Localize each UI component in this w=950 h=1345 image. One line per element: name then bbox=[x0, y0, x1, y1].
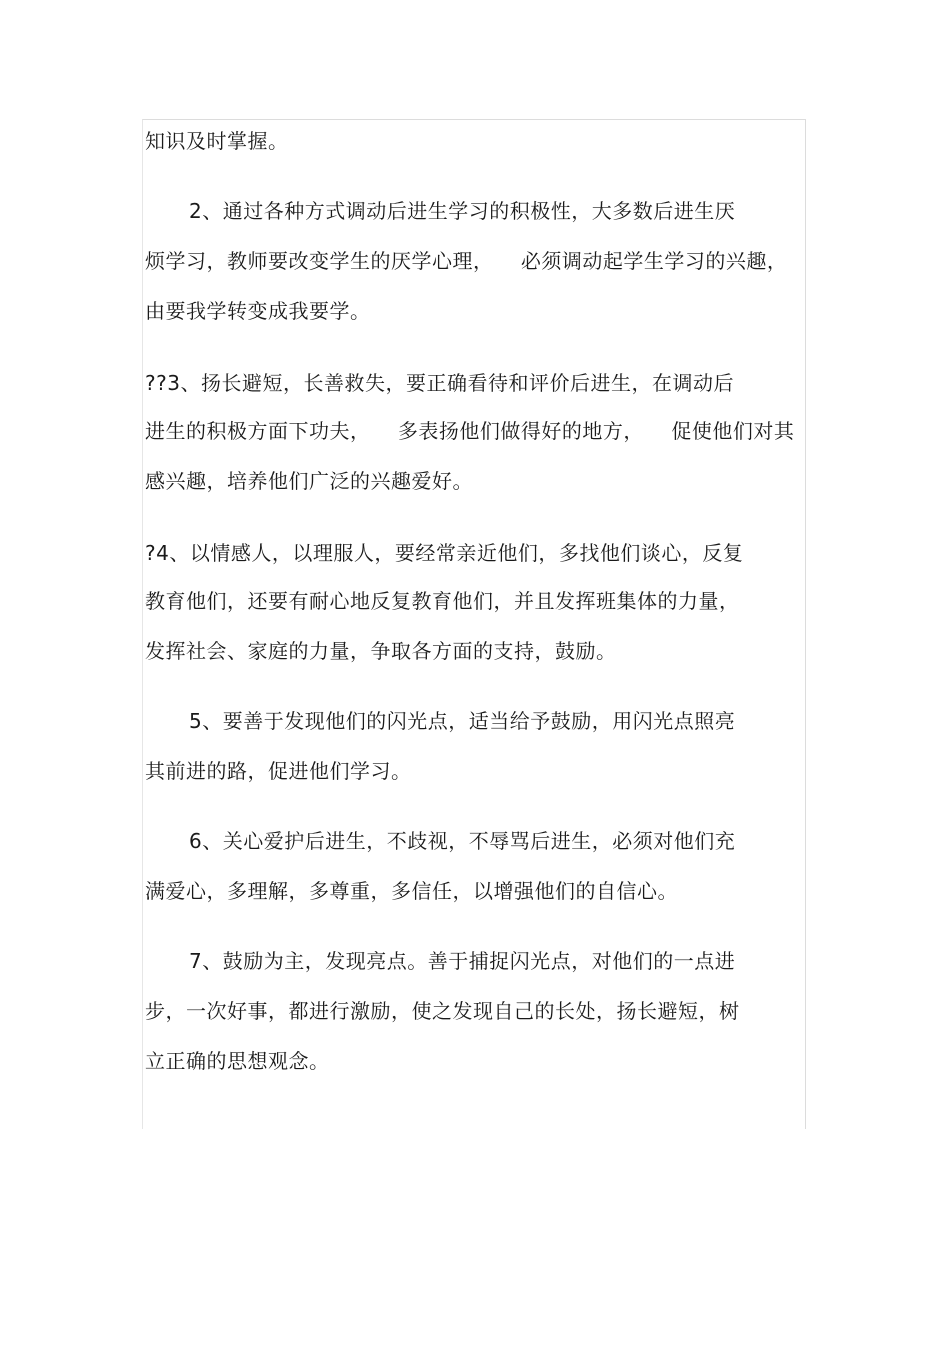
text-line: 5、要善于发现他们的闪光点，适当给予鼓励，用闪光点照亮 bbox=[189, 709, 736, 733]
text-line: 7、鼓励为主，发现亮点。善于捕捉闪光点，对他们的一点进 bbox=[189, 949, 736, 973]
text-line: 知识及时掌握。 bbox=[145, 129, 289, 153]
text-line: 教育他们，还要有耐心地反复教育他们，并且发挥班集体的力量， bbox=[145, 589, 740, 613]
text-line: 立正确的思想观念。 bbox=[145, 1049, 330, 1073]
text-line: 步，一次好事，都进行激励，使之发现自己的长处，扬长避短，树 bbox=[145, 999, 740, 1023]
text-line: ?4、以情感人，以理服人，要经常亲近他们，多找他们谈心，反复 bbox=[145, 541, 744, 565]
text-line: 烦学习，教师要改变学生的厌学心理， 必须调动起学生学习的兴趣， bbox=[145, 249, 788, 273]
text-line: 其前进的路，促进他们学习。 bbox=[145, 759, 412, 783]
text-line: 发挥社会、家庭的力量，争取各方面的支持，鼓励。 bbox=[145, 639, 617, 663]
text-line: ??3、扬长避短，长善救失，要正确看待和评价后进生，在调动后 bbox=[145, 371, 734, 395]
text-line: 进生的积极方面下功夫， 多表扬他们做得好的地方， 促使他们对其 bbox=[145, 419, 795, 443]
text-line: 2、通过各种方式调动后进生学习的积极性，大多数后进生厌 bbox=[189, 199, 736, 223]
text-line: 由要我学转变成我要学。 bbox=[145, 299, 371, 323]
text-line: 6、关心爱护后进生，不歧视，不辱骂后进生，必须对他们充 bbox=[189, 829, 736, 853]
text-line: 满爱心，多理解，多尊重，多信任，以增强他们的自信心。 bbox=[145, 879, 678, 903]
text-line: 感兴趣，培养他们广泛的兴趣爱好。 bbox=[145, 469, 473, 493]
